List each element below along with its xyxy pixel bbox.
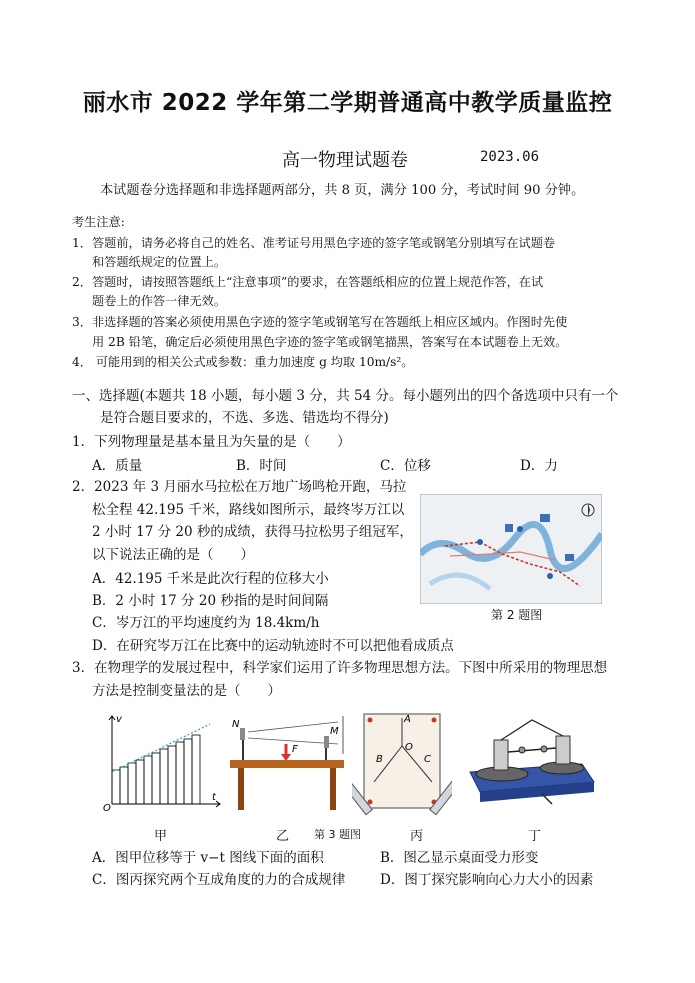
question-2-option: B．2 小时 17 分 20 秒指的是时间间隔 xyxy=(92,593,329,609)
question-1-option: B．时间 xyxy=(236,458,287,474)
question-2-option: D．在研究岑万江在比赛中的运动轨迹时不可以把他看成质点 xyxy=(92,638,454,654)
panel-label-bing: 丙 xyxy=(410,829,424,844)
axis-v-label: v xyxy=(116,714,122,725)
point-m-label: M xyxy=(330,726,339,737)
exam-date: 2023.06 xyxy=(480,149,540,165)
notes-heading: 考生注意: xyxy=(72,215,125,229)
figure-jia-vt-graph xyxy=(100,712,225,812)
note-line: 题卷上的作答一律无效。 xyxy=(92,294,227,308)
note-line: 用 2B 铅笔，确定后必须使用黑色字迹的签字笔或钢笔描黑，答案写在本试题卷上无效。 xyxy=(92,335,568,349)
section-heading-cont: 是符合题目要求的，不选、多选、错选均不得分) xyxy=(100,410,389,426)
point-n-label: N xyxy=(232,719,240,730)
section-heading: 一、选择题(本题共 18 小题，每小题 3 分，共 54 分。每小题列出的四个备选项中只有一个 xyxy=(72,388,619,404)
question-3-option: A．图甲位移等于 v−t 图线下面的面积 xyxy=(92,850,324,866)
question-2-line: 2．2023 年 3 月丽水马拉松在万地广场鸣枪开跑，马拉 xyxy=(72,479,407,495)
question-3-option: C．图丙探究两个互成角度的力的合成规律 xyxy=(92,872,346,888)
intro-text: 本试题卷分选择题和非选择题两部分，共 8 页，满分 100 分，考试时间 90 分钟。 xyxy=(100,183,585,198)
force-f-label: F xyxy=(292,744,298,755)
question-3-line: 方法是控制变量法的是（ ） xyxy=(92,683,281,699)
point-o-label: O xyxy=(405,742,413,753)
question-1-option: A．质量 xyxy=(92,458,143,474)
question-2-option: C．岑万江的平均速度约为 18.4km/h xyxy=(92,615,320,631)
point-c-label: C xyxy=(424,754,431,765)
figure-yi-table-deformation xyxy=(228,714,350,814)
exam-title: 丽水市 2022 学年第二学期普通高中教学质量监控 xyxy=(82,90,613,116)
origin-label: O xyxy=(103,803,111,812)
note-line: 2．答题时，请按照答题纸上“注意事项”的要求，在答题纸相应的位置上规范作答，在试 xyxy=(72,275,544,289)
panel-label-jia: 甲 xyxy=(154,829,168,844)
figure-bing-force-composition xyxy=(352,710,452,820)
note-line: 1．答题前，请务必将自己的姓名、准考证号用黑色字迹的签字笔或钢笔分别填写在试题卷 xyxy=(72,236,556,250)
figure-ding-centripetal-apparatus xyxy=(462,712,600,810)
exam-subtitle: 高一物理试题卷 xyxy=(282,150,408,171)
question-2-line: 松全程 42.195 千米，路线如图所示，最终岑万江以 xyxy=(92,502,405,518)
note-line: 和答题纸规定的位置上。 xyxy=(92,255,227,269)
note-line: 3．非选择题的答案必须使用黑色字迹的签字笔或钢笔写在答题纸上相应区域内。作图时先使 xyxy=(72,315,568,329)
point-a-label: A xyxy=(404,714,411,725)
question-2-option: A．42.195 千米是此次行程的位移大小 xyxy=(92,571,329,587)
question-3-option: D．图丁探究影响向心力大小的因素 xyxy=(380,872,594,888)
figure-2-caption: 第 2 题图 xyxy=(491,608,543,622)
question-1-option: C．位移 xyxy=(380,458,431,474)
question-3-line: 3．在物理学的发展过程中，科学家们运用了许多物理思想方法。下图中所采用的物理思想 xyxy=(72,660,608,676)
figure-3-caption: 第 3 题图 xyxy=(314,828,361,841)
question-2-line: 2 小时 17 分 20 秒的成绩，获得马拉松男子组冠军， xyxy=(92,524,413,540)
question-3-option: B．图乙显示桌面受力形变 xyxy=(380,850,539,866)
point-b-label: B xyxy=(376,754,383,765)
question-1-stem: 1．下列物理量是基本量且为矢量的是（ ） xyxy=(72,434,351,450)
panel-label-yi: 乙 xyxy=(276,829,290,844)
question-2-line: 以下说法正确的是（ ） xyxy=(92,547,254,563)
note-line: 4． 可能用到的相关公式或参数：重力加速度 g 均取 10m/s²。 xyxy=(72,355,414,369)
axis-t-label: t xyxy=(212,792,216,803)
panel-label-ding: 丁 xyxy=(528,829,542,844)
marathon-route-map xyxy=(420,494,602,604)
question-1-option: D．力 xyxy=(520,458,558,474)
